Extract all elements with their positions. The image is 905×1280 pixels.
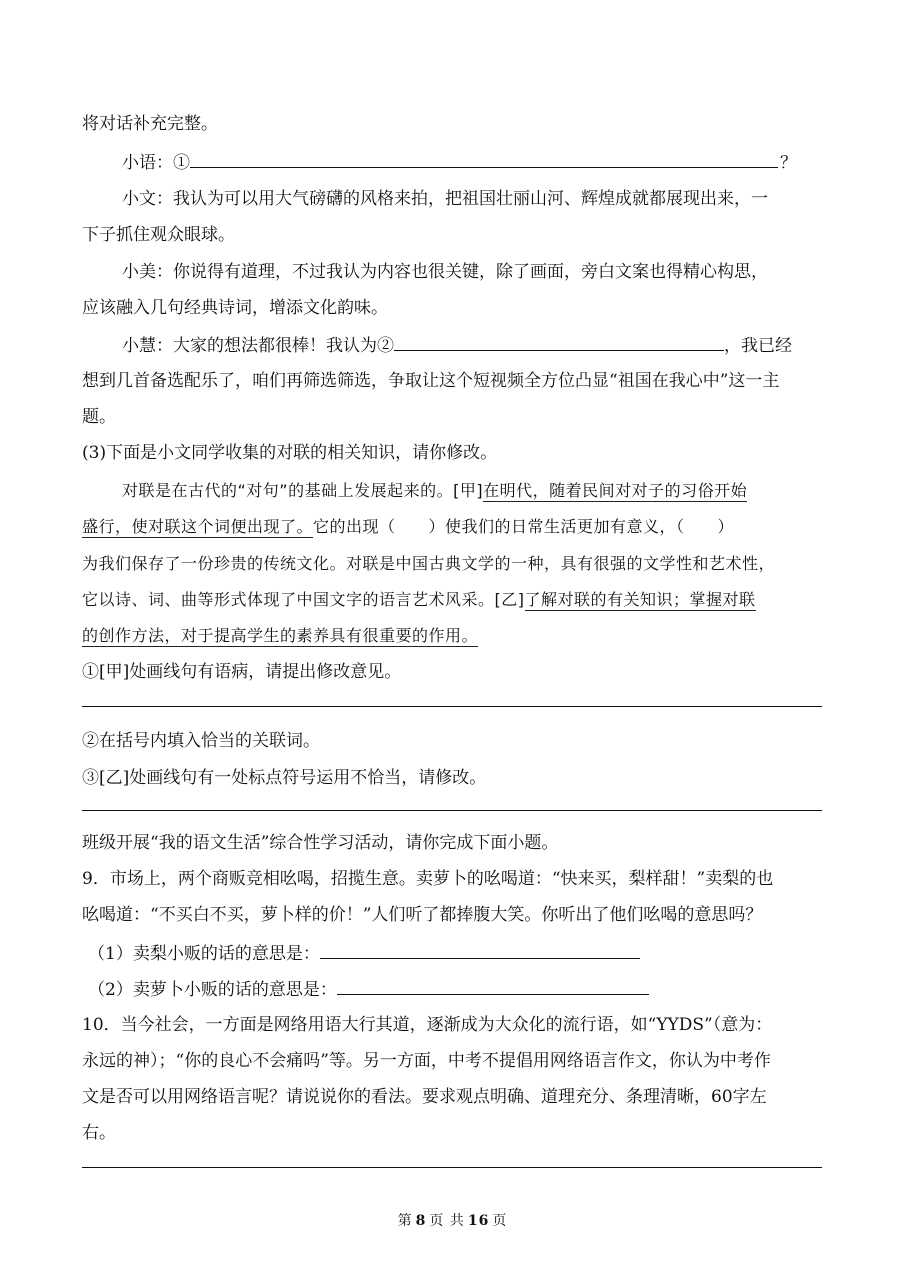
q9-sub-1 xyxy=(88,941,828,966)
q10-line-2: 永远的神）；“你的良心不会痛吗”等。另一方面，中考不提倡用网络语言作文，你认为中考作 xyxy=(82,1051,771,1071)
answer-blank-1[interactable] xyxy=(190,150,778,168)
footer-middle: 页 共 xyxy=(429,1213,465,1229)
xiaohui-line-3: 题。 xyxy=(82,407,116,427)
xiaomei-line-2: 应该融入几句经典诗词，增添文化韵味。 xyxy=(82,298,388,318)
passage-text: 它以诗、词、曲等形式体现了中国文字的语言艺术风采。[乙] xyxy=(82,590,525,609)
passage-line-5 xyxy=(82,624,822,648)
answer-line-3-1[interactable] xyxy=(82,706,822,707)
answer-blank-2[interactable] xyxy=(394,333,724,351)
q9-line-2: 吆喝道：“不买白不买，萝卜样的价！”人们听了都捧腹大笑。你听出了他们吆喝的意思吗？ xyxy=(82,905,763,925)
underlined-sentence-jia-cont: 盛行，使对联这个词便出现了。 xyxy=(82,517,314,536)
q10-line-3: 文是否可以用网络语言呢？请说说你的看法。要求观点明确、道理充分、条理清晰，60字左 xyxy=(82,1087,767,1107)
passage-line-2 xyxy=(82,515,822,539)
xiaowen-line-2: 下子抓住观众眼球。 xyxy=(82,225,235,245)
total-pages-number: 16 xyxy=(467,1213,490,1229)
page-footer xyxy=(0,1212,905,1230)
xiaowen-line-1: 小文：我认为可以用大气磅礴的风格来拍，把祖国壮丽山河、辉煌成就都展现出来，一 xyxy=(122,189,768,209)
passage-text: 对联是在古代的“对句”的基础上发展起来的。[甲] xyxy=(122,481,484,500)
answer-line-3-3[interactable] xyxy=(82,810,822,811)
question-3-2: ②在括号内填入恰当的关联词。 xyxy=(82,731,320,751)
intro-text: 将对话补充完整。 xyxy=(82,114,218,134)
xiaomei-line-1: 小美：你说得有道理，不过我认为内容也很关键，除了画面，旁白文案也得精心构思， xyxy=(122,262,768,282)
xiaoyu-suffix: ？ xyxy=(780,153,797,173)
q9-sub-2 xyxy=(88,977,828,1002)
section-intro: 班级开展“我的语文生活”综合性学习活动，请你完成下面小题。 xyxy=(82,833,559,853)
q10-line-1: 10．当今社会，一方面是网络用语大行其道，逐渐成为大众化的流行语，如“YYDS”（意为： xyxy=(82,1015,773,1035)
part3-title: (3)下面是小文同学收集的对联的相关知识，请你修改。 xyxy=(82,443,498,463)
answer-blank-9-2[interactable] xyxy=(337,977,649,995)
footer-prefix: 第 xyxy=(397,1213,413,1229)
xiaoyu-line xyxy=(122,150,822,175)
xiaohui-prefix: 小慧：大家的想法都很棒！我认为② xyxy=(122,336,394,356)
xiaoyu-prefix: 小语：① xyxy=(122,153,190,173)
xiaohui-line-1 xyxy=(122,333,822,358)
answer-blank-9-1[interactable] xyxy=(320,941,640,959)
q9-sub-2-label: （2）卖萝卜小贩的话的意思是： xyxy=(88,980,337,1000)
passage-line-3: 为我们保存了一份珍贵的传统文化。对联是中国古典文学的一种，具有很强的文学性和艺术性， xyxy=(82,554,776,573)
passage-text: 它的出现（ ）使我们的日常生活更加有意义，（ ） xyxy=(313,517,735,536)
answer-line-10[interactable] xyxy=(82,1167,822,1168)
passage-line-1 xyxy=(122,479,822,503)
passage-line-4 xyxy=(82,588,822,612)
underlined-sentence-yi-cont: 的创作方法，对于提高学生的素养具有很重要的作用。 xyxy=(82,626,479,645)
q9-line-1: 9．市场上，两个商贩竞相吆喝，招揽生意。卖萝卜的吆喝道：“快来买，梨样甜！”卖梨的也 xyxy=(82,869,774,889)
q9-sub-1-label: （1）卖梨小贩的话的意思是： xyxy=(88,944,320,964)
question-3-1: ①[甲]处画线句有语病，请提出修改意见。 xyxy=(82,662,402,682)
q10-line-4: 右。 xyxy=(82,1123,116,1143)
xiaohui-suffix: ，我已经 xyxy=(724,336,792,356)
xiaohui-line-2: 想到几首备选配乐了，咱们再筛选筛选，争取让这个短视频全方位凸显“祖国在我心中”这一主 xyxy=(82,371,780,391)
underlined-sentence-yi: 了解对联的有关知识；掌握对联 xyxy=(524,590,756,609)
question-3-3: ③[乙]处画线句有一处标点符号运用不恰当，请修改。 xyxy=(82,768,487,788)
current-page-number: 8 xyxy=(415,1213,427,1229)
footer-suffix: 页 xyxy=(492,1213,508,1229)
underlined-sentence-jia: 在明代，随着民间对对子的习俗开始 xyxy=(483,481,748,500)
